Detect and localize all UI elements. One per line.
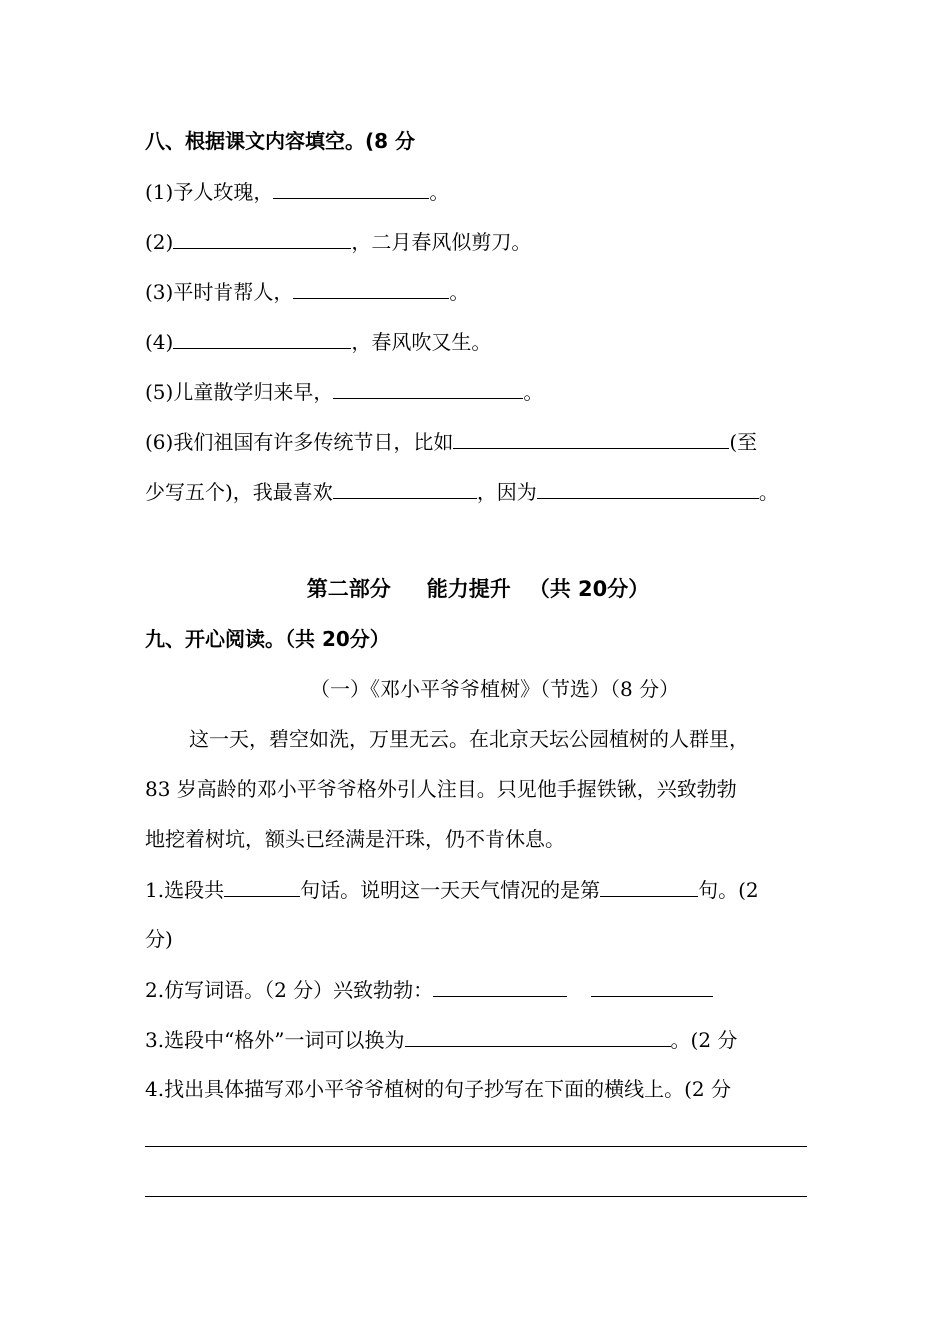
answer-blank-6-reason[interactable] [537, 478, 759, 499]
item-6-text-3: ，因为 [476, 480, 537, 504]
answer-blank-q1-count[interactable] [224, 876, 300, 897]
answer-line-q4-2[interactable] [145, 1196, 807, 1197]
fill-item-2 [145, 228, 531, 254]
item-4-end: ，春风吹又生。 [351, 330, 492, 354]
part-2-score: （共 20分） [528, 577, 650, 601]
item-5-end: 。 [523, 380, 544, 404]
item-6-text: (6)我们祖国有许多传统节日，比如 [145, 430, 454, 454]
answer-blank-6-favorite[interactable] [333, 478, 477, 499]
question-3 [145, 1026, 737, 1052]
question-1-text: 1.选段共 [145, 878, 225, 902]
item-1-text: (1)予人玫瑰， [145, 180, 274, 204]
passage-line-3: 地挖着树坑，额头已经满是汗珠，仍不肯休息。 [145, 827, 565, 851]
fill-item-3 [145, 278, 469, 304]
item-3-text: (3)平时肯帮人， [145, 280, 294, 304]
answer-blank-6-festivals[interactable] [453, 428, 729, 449]
part-2-label: 第二部分 [306, 577, 391, 601]
question-2-text: 2.仿写词语。（2 分）兴致勃勃： [145, 978, 434, 1002]
fill-item-6-line-2 [145, 478, 779, 504]
answer-blank-5[interactable] [333, 378, 523, 399]
question-1-text-2: 句话。说明这一天天气情况的是第 [300, 878, 601, 902]
section-9-heading: 九、开心阅读。（共 20分） [145, 627, 390, 651]
answer-blank-2[interactable] [173, 228, 351, 249]
item-6-end: 。 [758, 480, 779, 504]
part-2-title [0, 576, 950, 602]
answer-blank-q1-sentence[interactable] [600, 876, 698, 897]
item-3-end: 。 [449, 280, 470, 304]
item-4-text: (4) [145, 330, 174, 354]
question-1 [145, 876, 759, 902]
item-1-end: 。 [429, 180, 450, 204]
question-1-score: 句。(2 [698, 878, 759, 902]
passage-title: （一）《邓小平爷爷植树》（节选）（8 分） [310, 677, 680, 701]
question-2 [145, 976, 713, 1002]
item-6-note: (至 [729, 430, 758, 454]
fill-item-4 [145, 328, 491, 354]
fill-item-6-line-1 [145, 428, 757, 454]
fill-item-1 [145, 178, 449, 204]
question-3-score: 。(2 分 [670, 1028, 738, 1052]
answer-blank-q2-b[interactable] [591, 976, 713, 997]
passage-line-1: 这一天，碧空如洗，万里无云。在北京天坛公园植树的人群里， [189, 727, 749, 751]
item-5-text: (5)儿童散学归来早， [145, 380, 334, 404]
answer-blank-q2-a[interactable] [433, 976, 567, 997]
question-4: 4.找出具体描写邓小平爷爷植树的句子抄写在下面的横线上。(2 分 [145, 1077, 731, 1101]
section-8-heading: 八、根据课文内容填空。(8 分 [145, 129, 416, 153]
passage-line-2: 83 岁高龄的邓小平爷爷格外引人注目。只见他手握铁锹，兴致勃勃 [145, 777, 737, 801]
answer-line-q4-1[interactable] [145, 1146, 807, 1147]
item-6-text-2: 少写五个)，我最喜欢 [145, 480, 333, 504]
answer-blank-3[interactable] [293, 278, 449, 299]
answer-blank-4[interactable] [173, 328, 351, 349]
question-3-text: 3.选段中“格外”一词可以换为 [145, 1028, 405, 1052]
question-1-line-2: 分) [145, 927, 173, 951]
item-2-text: (2) [145, 230, 174, 254]
part-2-subtitle: 能力提升 [426, 577, 511, 601]
answer-blank-1[interactable] [273, 178, 429, 199]
fill-item-5 [145, 378, 543, 404]
item-2-end: ，二月春风似剪刀。 [351, 230, 532, 254]
answer-blank-q3[interactable] [405, 1026, 671, 1047]
